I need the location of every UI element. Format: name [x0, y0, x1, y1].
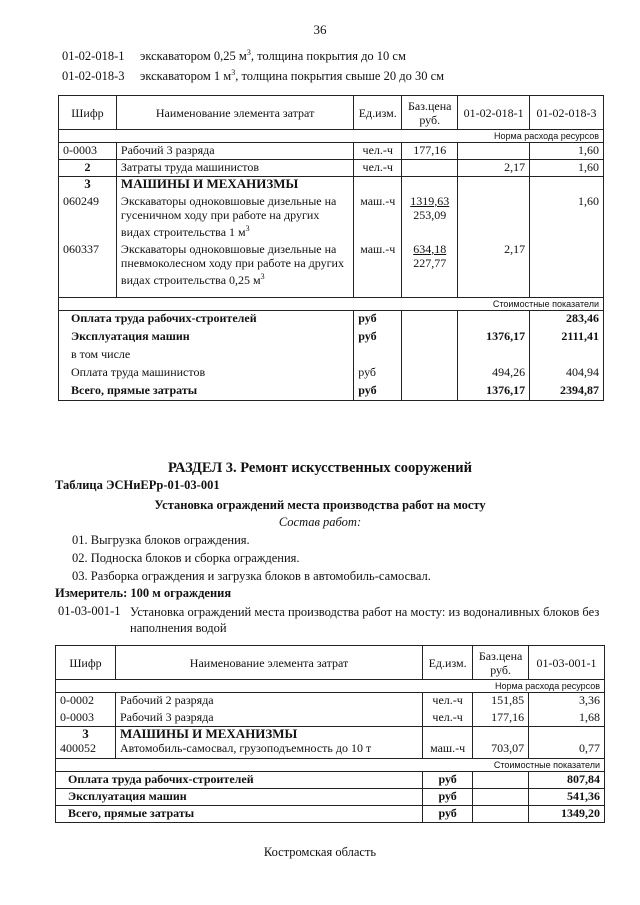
norm-code: 01-03-001-1 — [58, 604, 121, 618]
cost-unit: руб — [354, 383, 402, 401]
cost-v2: 404,94 — [530, 365, 604, 383]
cell-v1: 1,68 — [529, 710, 605, 727]
band-resources — [56, 680, 605, 693]
header-unit: Ед.изм. — [354, 96, 402, 130]
intro-text-post: , толщина покрытия до 10 см — [250, 49, 406, 64]
cell-code: 0-0002 — [56, 693, 116, 710]
band-costs — [59, 298, 604, 311]
price-sub: 253,09 — [413, 207, 447, 222]
machine-row — [56, 741, 605, 758]
group-row — [59, 177, 604, 194]
cost-v1: 807,84 — [529, 771, 605, 788]
work-item: 02. Подноска блоков и сборка ограждения. — [72, 551, 300, 565]
header-code: Шифр — [59, 96, 117, 130]
section-title: РАЗДЕЛ 3. Ремонт искусственных сооружений — [167, 460, 472, 476]
cost-row — [59, 383, 604, 401]
group-row — [56, 727, 605, 742]
cost-row — [59, 347, 604, 365]
price-sub: 227,77 — [413, 255, 447, 270]
cost-row — [56, 771, 605, 788]
cost-v1: 541,36 — [529, 788, 605, 805]
cost-unit: руб — [423, 771, 473, 788]
cost-name: в том числе — [59, 347, 354, 365]
band-resources — [59, 130, 604, 143]
header-price: Баз.цена руб. — [473, 646, 529, 680]
cell-name: Рабочий 3 разряда — [116, 143, 353, 160]
cell-v1 — [458, 194, 530, 242]
band-costs — [56, 758, 605, 771]
cost-unit: руб — [354, 365, 402, 383]
norm-text: Установка ограждений места производства работ на мосту: из водоналивных блоков без наполнения водой — [130, 605, 600, 635]
cell-code: 060337 — [59, 242, 117, 290]
cell-name — [116, 194, 353, 242]
intro-sup: 3 — [246, 48, 251, 57]
intro-line-1 — [62, 48, 406, 64]
work-composition-label: Состав работ: — [278, 515, 362, 529]
band-costs-label: Стоимостные показатели — [59, 298, 604, 311]
cell-code: 400052 — [56, 741, 116, 758]
header-col2: 01-02-018-3 — [530, 96, 604, 130]
cell-v2: 1,60 — [530, 143, 604, 160]
group-name: МАШИНЫ И МЕХАНИЗМЫ — [115, 727, 422, 742]
intro-sup: 3 — [231, 68, 236, 77]
cell-name: Затраты труда машинистов — [116, 160, 353, 177]
work-item: 03. Разборка ограждения и загрузка блоков в автомобиль-самосвал. — [72, 569, 431, 583]
cost-row — [56, 805, 605, 822]
cell-v2: 1,60 — [530, 194, 604, 242]
intro-text-post: , толщина покрытия свыше 20 до 30 см — [235, 69, 445, 84]
header-price: Баз.цена руб. — [402, 96, 458, 130]
table-row — [59, 143, 604, 160]
cost-v1: 1349,20 — [529, 805, 605, 822]
cost-name: Всего, прямые затраты — [56, 805, 423, 822]
table-row — [56, 693, 605, 710]
cell-price — [402, 242, 458, 290]
cost-name: Оплата труда машинистов — [59, 365, 354, 383]
cell-price: 177,16 — [402, 143, 458, 160]
cost-name: Оплата труда рабочих-строителей — [59, 311, 354, 329]
cell-unit: чел.-ч — [423, 693, 473, 710]
header-code: Шифр — [56, 646, 116, 680]
table-header-row — [59, 96, 604, 130]
price-main: 1319,63 — [410, 193, 450, 208]
cost-v1: 494,26 — [458, 365, 530, 383]
cost-row — [59, 311, 604, 329]
header-name: Наименование элемента затрат — [115, 646, 422, 680]
cell-price: 151,85 — [473, 693, 529, 710]
cell-unit: чел.-ч — [423, 710, 473, 727]
machine-sup: 3 — [260, 271, 265, 281]
cost-row — [59, 365, 604, 383]
group-code: 3 — [59, 177, 117, 194]
cell-price — [402, 194, 458, 242]
cell-name: Рабочий 2 разряда — [115, 693, 422, 710]
intro-code: 01-02-018-3 — [62, 69, 125, 84]
intro-code: 01-02-018-1 — [62, 49, 125, 64]
cell-price: 177,16 — [473, 710, 529, 727]
group-name: МАШИНЫ И МЕХАНИЗМЫ — [116, 177, 353, 194]
cost-unit: руб — [354, 329, 402, 347]
band-resources-label: Норма расхода ресурсов — [56, 680, 605, 693]
cost-name: Оплата труда рабочих-строителей — [56, 771, 423, 788]
cell-v1: 3,36 — [529, 693, 605, 710]
cost-v2: 2394,87 — [530, 383, 604, 401]
cost-name: Всего, прямые затраты — [59, 383, 354, 401]
table-row — [56, 710, 605, 727]
cell-unit: чел.-ч — [354, 160, 402, 177]
cost-v1 — [458, 347, 530, 365]
table-name: Установка ограждений места производства работ на мосту — [154, 498, 486, 512]
cell-v1 — [458, 143, 530, 160]
cost-v1 — [458, 311, 530, 329]
cell-code: 2 — [59, 160, 117, 177]
machine-row — [59, 194, 604, 242]
cell-v1: 2,17 — [458, 242, 530, 290]
cost-name: Эксплуатация машин — [56, 788, 423, 805]
group-code: 3 — [56, 727, 116, 742]
cost-v2: 2111,41 — [530, 329, 604, 347]
cost-v1: 1376,17 — [458, 329, 530, 347]
cell-unit: маш.-ч — [354, 194, 402, 242]
machine-name: Экскаваторы одноковшовые дизельные на пневмоколесном ходу при работе на других видах строительства 0,25 м — [120, 241, 344, 287]
norm-item — [58, 604, 618, 636]
cell-unit: маш.-ч — [354, 242, 402, 290]
cell-v1: 0,77 — [529, 741, 605, 758]
cell-name: Автомобиль-самосвал, грузоподъемность до 10 т — [115, 741, 422, 758]
resource-table-2 — [55, 645, 605, 823]
table-row — [59, 160, 604, 177]
intro-text: экскаватором 0,25 м — [140, 49, 247, 64]
cost-v1: 1376,17 — [458, 383, 530, 401]
resource-table-1 — [58, 95, 604, 401]
cost-unit: руб — [354, 311, 402, 329]
machine-sup: 3 — [245, 223, 250, 233]
cell-v2 — [530, 242, 604, 290]
cell-code: 0-0003 — [56, 710, 116, 727]
cell-unit: чел.-ч — [354, 143, 402, 160]
cell-name — [116, 242, 353, 290]
cell-code: 0-0003 — [59, 143, 117, 160]
cost-row — [59, 329, 604, 347]
intro-line-2 — [62, 68, 444, 84]
work-item: 01. Выгрузка блоков ограждения. — [72, 533, 250, 547]
cell-v2: 1,60 — [530, 160, 604, 177]
cell-name: Рабочий 3 разряда — [115, 710, 422, 727]
page-number: 36 — [313, 22, 327, 37]
price-main: 634,18 — [413, 241, 447, 256]
machine-row — [59, 242, 604, 290]
cell-price: 703,07 — [473, 741, 529, 758]
machine-name: Экскаваторы одноковшовые дизельные на гусеничном ходу при работе на других видах строительства 1 м — [120, 193, 337, 239]
cell-code: 060249 — [59, 194, 117, 242]
cost-v2: 283,46 — [530, 311, 604, 329]
cost-name: Эксплуатация машин — [59, 329, 354, 347]
intro-text: экскаватором 1 м — [140, 69, 232, 84]
cost-unit: руб — [423, 788, 473, 805]
cost-v2 — [530, 347, 604, 365]
cell-unit: маш.-ч — [423, 741, 473, 758]
header-col1: 01-03-001-1 — [529, 646, 605, 680]
cost-unit — [354, 347, 402, 365]
table-header-row — [56, 646, 605, 680]
header-col1: 01-02-018-1 — [458, 96, 530, 130]
header-name: Наименование элемента затрат — [116, 96, 353, 130]
table-title: Таблица ЭСНиЕРр-01-03-001 — [55, 478, 220, 492]
footer-region: Костромская область — [263, 845, 377, 859]
cost-row — [56, 788, 605, 805]
cell-price — [402, 160, 458, 177]
measure-unit: Измеритель: 100 м ограждения — [55, 586, 232, 600]
band-resources-label: Норма расхода ресурсов — [59, 130, 604, 143]
header-unit: Ед.изм. — [423, 646, 473, 680]
cost-unit: руб — [423, 805, 473, 822]
cell-v1: 2,17 — [458, 160, 530, 177]
band-costs-label: Стоимостные показатели — [56, 758, 605, 771]
